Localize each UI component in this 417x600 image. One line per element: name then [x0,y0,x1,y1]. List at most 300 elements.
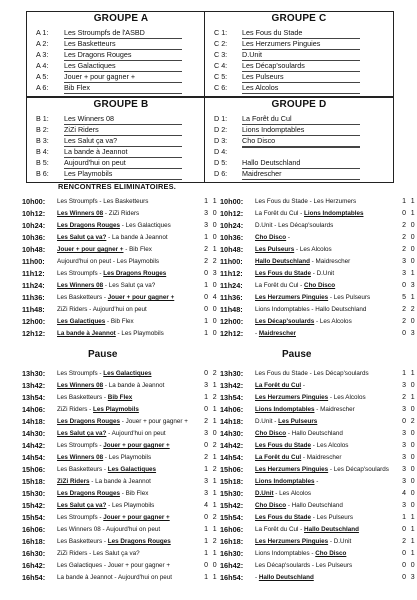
team-name: Les Playmobils [64,169,182,180]
home-team: D.Unit [255,418,273,425]
match-score: 0 2 [204,370,218,377]
match-score: 0 1 [402,526,416,533]
team-name [242,147,360,148]
match-score: 3 0 [204,210,218,217]
away-team: Aujourd'hui on peut [111,430,166,437]
match-row [22,536,222,548]
home-team: Les Herzumers Pinguies [255,466,329,473]
home-team: La Forêt du Cul [255,210,299,217]
home-team: Cho Disco [255,502,287,509]
home-team: Cho Disco [255,234,287,241]
match-row [220,440,417,452]
match-row [220,208,417,220]
match-time: 16h30: [22,549,46,558]
away-team: Les Salut ça va? [108,282,156,289]
match-time: 15h18: [22,477,46,486]
team-code: C 5: [214,72,228,81]
match-row [220,220,417,232]
away-team: Les Playmobils [108,454,152,461]
team-separator: - [119,490,126,497]
match-row [22,464,222,476]
home-team: Les Stroumpfs [57,514,98,521]
match-teams [57,536,195,548]
match-time: 13h54: [220,393,244,402]
match-score: 2 0 [402,222,416,229]
home-team: Les Winners 08 [57,282,104,289]
team-separator: - [87,306,93,313]
team-code: D 5: [214,158,228,167]
home-team: Les Fous du Stade [255,270,311,277]
match-score: 3 0 [402,502,416,509]
team-name: Bib Flex [64,83,182,94]
away-team: Hallo Deutschland [304,526,359,533]
match-teams [255,560,393,572]
match-row [220,232,417,244]
match-time: 16h18: [22,537,46,546]
team-name: Cho Disco [242,136,360,147]
match-teams [255,512,393,524]
match-time: 15h06: [220,465,244,474]
home-team: Les Stroumpfs [57,198,98,205]
match-score: 3 0 [402,382,416,389]
away-team: D.Unit [333,538,352,545]
match-score: 2 1 [402,394,416,401]
away-team: Les Playmobils [116,258,160,265]
match-teams [255,232,393,244]
team-code: B 4: [36,147,49,156]
match-teams [255,452,393,464]
group-a-box [26,11,216,97]
team-separator: - [310,514,317,521]
match-time: 11h24: [220,281,243,290]
match-row [220,368,417,380]
team-separator: - [102,294,108,301]
away-team: Lions Indomptables [304,210,364,217]
match-teams [255,548,393,560]
team-separator: - [97,198,104,205]
away-team: Les Pulseurs [333,294,371,301]
team-separator: - [294,246,300,253]
away-team: Les Alcolos [299,246,332,253]
team-separator: - [298,526,305,533]
match-score: 1 1 [402,198,416,205]
away-team: Hallo Deutschland [258,574,314,581]
match-score: 0 4 [204,294,218,301]
team-code: B 5: [36,158,49,167]
team-code: C 4: [214,61,228,70]
match-score: 1 0 [204,318,218,325]
away-team: La bande à Jeannot [95,478,151,485]
home-team: Les Basketteurs [57,294,103,301]
team-name: Les Stroumpfs de l'ASBD [64,28,182,39]
match-row [22,452,222,464]
away-team: Les Pulseurs [316,514,353,521]
pause-label-right: Pause [282,349,312,360]
match-score: 1 0 [204,282,218,289]
match-teams [255,368,393,380]
match-teams [255,464,393,476]
match-row [22,380,222,392]
home-team: Les Basketteurs [57,538,103,545]
home-team: ZiZi Riders [57,550,88,557]
match-score: 1 1 [204,550,218,557]
away-team: Maidrescher [315,258,351,265]
away-team: Bib Flex [107,394,133,401]
match-teams [255,440,393,452]
match-time: 14h54: [220,453,244,462]
match-score: 5 1 [402,294,416,301]
match-row [22,416,222,428]
match-teams [57,256,195,268]
away-team: Les Alcolos [279,490,312,497]
match-row [220,512,417,524]
match-score: 3 0 [204,222,218,229]
match-time: 12h00: [22,317,46,326]
away-team: Aujourd'hui on peut [117,574,173,581]
match-score: 3 0 [402,454,416,461]
match-teams [57,392,195,404]
home-team: D.Unit [255,222,273,229]
match-score: 3 1 [204,478,218,485]
team-name: Les Alcolos [242,83,360,94]
match-time: 15h18: [220,477,244,486]
home-team: Les Dragons Rouges [57,222,120,229]
group-title: GROUPE A [93,13,149,24]
away-team: Les Salut ça va? [93,550,140,557]
match-time: 10h12: [22,209,46,218]
team-name: La bande à Jeannot [64,147,182,158]
match-teams [57,500,195,512]
match-time: 11h12: [220,269,243,278]
match-time: 12h12: [220,329,244,338]
team-separator: - [119,222,126,229]
group-title: GROUPE D [271,99,327,110]
match-time: 12h00: [220,317,244,326]
team-separator: - [286,234,290,241]
match-time: 16h06: [22,525,46,534]
match-teams [57,428,195,440]
match-time: 10h24: [22,221,46,230]
team-name: Les Galactiques [64,61,182,72]
home-team: La Forêt du Cul [255,282,299,289]
match-score: 1 1 [204,574,218,581]
team-name: ZiZi Riders [64,125,182,136]
match-teams [255,316,393,328]
match-teams [57,280,195,292]
team-separator: - [97,514,104,521]
home-team: Les Stroumpfs [57,442,98,449]
team-separator: - [103,382,109,389]
match-row [22,428,222,440]
home-team: Les Fous du Stade [255,514,311,521]
match-time: 11h36: [220,293,243,302]
match-time: 13h42: [22,381,46,390]
team-code: C 1: [214,28,228,37]
match-row [220,268,417,280]
match-row [22,548,222,560]
match-row [220,560,417,572]
team-separator: - [97,442,104,449]
match-row [220,316,417,328]
match-score: 4 0 [402,490,416,497]
team-separator: - [286,430,292,437]
team-separator: - [119,418,126,425]
match-score: 3 0 [402,430,416,437]
away-team: Les Galactiques [107,466,157,473]
home-team: Les Basketteurs [57,466,103,473]
home-team: La Forêt du Cul [255,526,299,533]
away-team: Les Playmobils [121,330,164,337]
team-code: A 3: [36,50,49,59]
match-score: 3 0 [402,478,416,485]
home-team: Les Galactiques [57,318,106,325]
team-separator: - [309,306,316,313]
team-separator: - [112,574,118,581]
match-row [220,524,417,536]
team-separator: - [298,210,305,217]
match-score: 3 0 [402,258,416,265]
away-team: Hallo Deutschland [291,502,343,509]
match-score: 2 2 [402,306,416,313]
match-time: 15h30: [22,489,46,498]
home-team: La bande à Jeannot [57,574,113,581]
match-row [220,452,417,464]
match-score: 1 2 [204,466,218,473]
team-separator: - [328,394,334,401]
match-time: 14h42: [22,441,46,450]
home-team: La Forêt du Cul [255,454,302,461]
team-separator: - [301,382,306,389]
team-separator: - [309,550,316,557]
team-separator: - [103,282,109,289]
match-row [220,392,417,404]
match-time: 10h48: [220,245,244,254]
home-team: Les Salut ça va? [57,430,107,437]
match-row [22,328,222,340]
match-teams [57,440,195,452]
match-list-left-morning [22,196,222,340]
match-score: 0 1 [204,406,218,413]
away-team: Cho Disco [315,550,347,557]
match-time: 11h48: [220,305,243,314]
match-score: 0 2 [204,514,218,521]
match-time: 11h36: [22,293,45,302]
home-team: Les Dragons Rouges [57,418,120,425]
match-score: 1 0 [204,234,218,241]
team-code: D 6: [214,169,228,178]
match-teams [255,244,393,256]
away-team: Aujourd'hui on peut [92,306,147,313]
team-separator: - [102,538,108,545]
away-team: Jouer + pour gagner + [103,442,170,449]
team-separator: - [87,406,94,413]
match-teams [57,244,195,256]
team-separator: - [298,282,305,289]
match-teams [255,392,393,404]
away-team: ZiZi Riders [108,210,140,217]
team-separator: - [255,574,259,581]
match-teams [255,488,393,500]
match-teams [57,380,195,392]
away-team: La bande à Jeannot [108,382,165,389]
away-team: Hallo Deutschland [315,306,367,313]
team-code: B 6: [36,169,49,178]
match-time: 14h06: [220,405,244,414]
away-team: Jouer + pour gagner + [103,514,170,521]
match-score: 1 0 [204,330,218,337]
match-time: 15h54: [220,513,244,522]
match-time: 10h24: [220,221,244,230]
team-separator: - [115,330,122,337]
match-teams [255,268,393,280]
match-score: 1 1 [204,526,218,533]
away-team: Les Pulseurs [315,562,353,569]
away-team: Maidrescher [258,330,296,337]
match-time: 16h42: [220,561,244,570]
match-time: 14h30: [22,429,46,438]
match-row [22,268,222,280]
team-code: D 2: [214,125,228,134]
match-time: 16h06: [220,525,244,534]
team-separator: - [111,258,117,265]
match-score: 0 2 [204,442,218,449]
match-row [220,404,417,416]
match-row [220,548,417,560]
match-score: 3 0 [402,406,416,413]
home-team: Cho Disco [255,430,287,437]
match-teams [255,220,393,232]
match-time: 10h48: [22,245,46,254]
match-row [22,208,222,220]
match-time: 12h12: [22,329,46,338]
match-teams [57,488,195,500]
match-row [220,196,417,208]
away-team: Les Basketteurs [103,198,149,205]
home-team: Les Herzumers Pinguies [255,394,329,401]
match-row [22,304,222,316]
away-team: Les Alcolos [316,442,349,449]
match-score: 2 0 [402,234,416,241]
match-time: 15h30: [220,489,244,498]
away-team: Les Alcolos [333,394,366,401]
away-team: Les Herzumers [313,198,357,205]
match-time: 14h42: [220,441,244,450]
match-teams [57,268,195,280]
team-separator: - [273,490,280,497]
match-teams [255,572,393,584]
home-team: Les Galactiques [57,562,103,569]
match-score: 2 1 [402,538,416,545]
match-score: 2 1 [204,454,218,461]
team-name: Hallo Deutschland [242,158,360,169]
home-team: ZiZi Riders [57,406,88,413]
team-separator: - [307,198,314,205]
match-teams [57,476,195,488]
home-team: ZiZi Riders [57,306,88,313]
match-teams [57,464,195,476]
team-separator: - [102,466,108,473]
pause-label-left: Pause [88,349,118,360]
match-teams [255,428,393,440]
away-team: Bib Flex [129,246,152,253]
home-team: La Forêt du Cul [255,382,302,389]
away-team: Aujourd'hui on peut [106,526,161,533]
match-teams [255,500,393,512]
away-team: Hallo Deutschland [291,430,343,437]
home-team: D.Unit [255,490,274,497]
team-separator: - [272,222,279,229]
match-teams [255,524,393,536]
match-teams [255,208,393,220]
team-name: D.Unit [242,50,360,61]
team-code: D 4: [214,147,228,156]
match-score: 2 0 [402,246,416,253]
match-score: 2 1 [204,418,218,425]
home-team: Lions Indomptables [255,306,310,313]
match-time: 10h00: [220,197,244,206]
team-separator: - [106,234,112,241]
team-code: C 6: [214,83,228,92]
match-teams [255,328,393,340]
team-separator: - [97,270,104,277]
home-team: Les Fous du Stade [255,198,308,205]
match-score: 3 0 [204,430,218,437]
match-time: 11h12: [22,269,45,278]
match-row [22,560,222,572]
match-teams [255,476,393,488]
team-separator: - [106,502,112,509]
home-team: Lions Indomptables [255,478,315,485]
match-row [22,488,222,500]
match-score: 1 1 [204,198,218,205]
match-time: 10h12: [220,209,244,218]
match-score: 0 3 [402,574,416,581]
match-time: 16h30: [220,549,244,558]
match-row [22,256,222,268]
match-time: 10h36: [220,233,244,242]
away-team: La bande à Jeannot [111,234,168,241]
match-score: 0 2 [402,418,416,425]
match-row [22,368,222,380]
team-name: Les Salut ça va? [64,136,182,147]
team-separator: - [307,370,314,377]
match-time: 13h42: [220,381,244,390]
match-row [220,292,417,304]
match-time: 11h00: [220,257,243,266]
match-teams [57,328,195,340]
team-name: Aujourd'hui on peut [64,158,182,169]
away-team: Jouer + pour gagner + [107,294,175,301]
match-row [220,380,417,392]
away-team: Bib Flex [110,318,134,325]
team-code: A 2: [36,39,49,48]
match-row [22,280,222,292]
match-row [220,572,417,584]
match-row [220,304,417,316]
match-time: 15h42: [22,501,46,510]
match-time: 10h36: [22,233,46,242]
match-score: 3 0 [402,442,416,449]
team-separator: - [103,454,109,461]
team-separator: - [102,562,108,569]
match-time: 16h42: [22,561,46,570]
away-team: Les Décap'soulards [313,370,369,377]
team-separator: - [102,394,108,401]
team-separator: - [89,478,96,485]
match-score: 4 1 [204,502,218,509]
team-code: A 1: [36,28,49,37]
match-row [22,292,222,304]
